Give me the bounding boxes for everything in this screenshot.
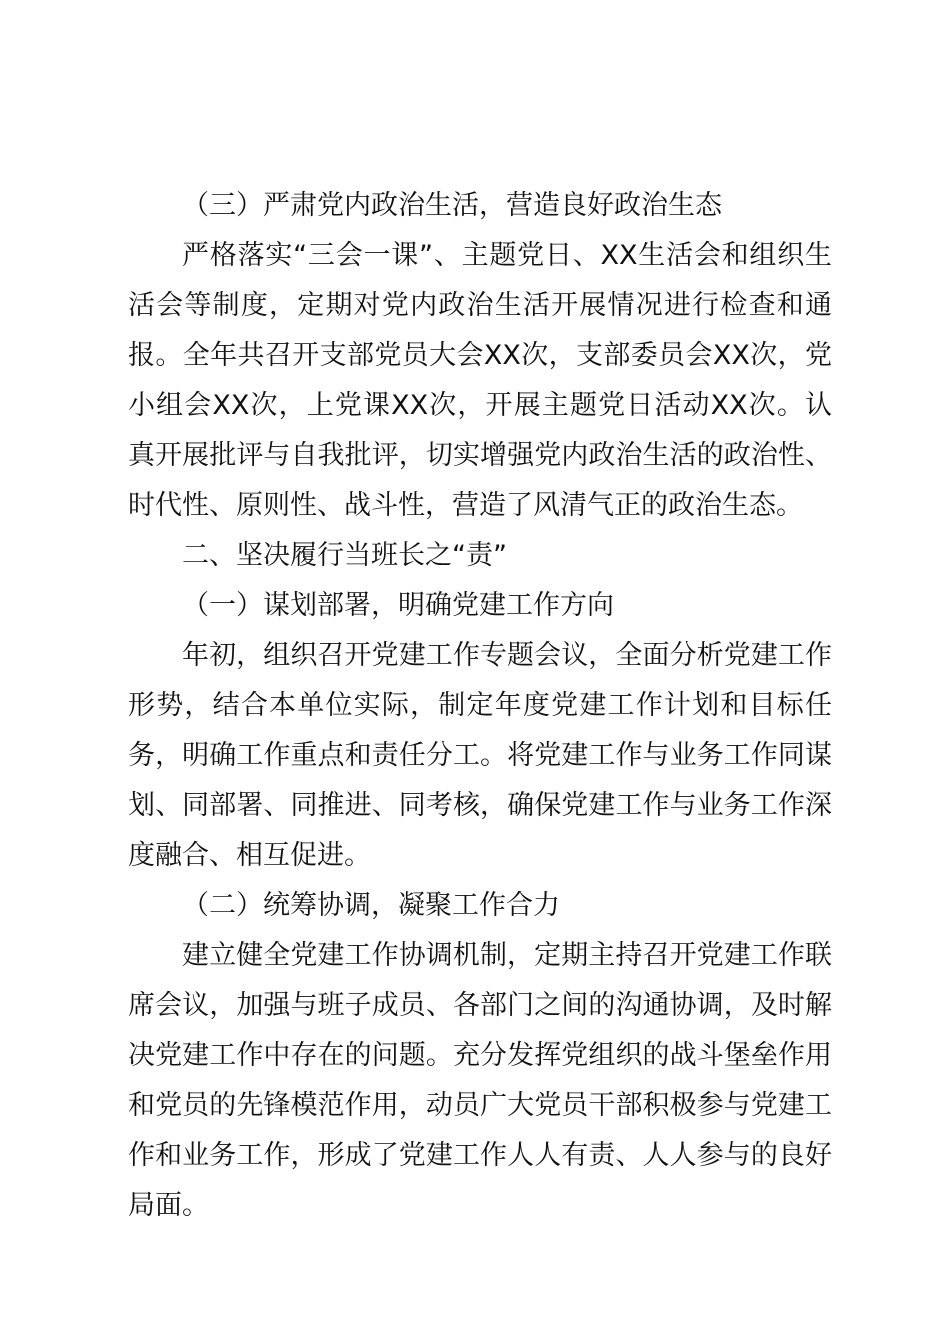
body-paragraph: 严格落实“三会一课”、主题党日、XX生活会和组织生活会等制度，定期对党内政治生活开展情况进行检查和通报。全年共召开支部党员大会XX次，支部委员会XX次，党小组会XX次，上党课XX次，开展主题党日活动XX次。认真开展批评与自我批评，切实增强党内政治生活的政治性、时代性、原则性、战斗性，营造了风清气正的政治生态。 bbox=[128, 240, 832, 521]
chapter-heading-2: 二、坚决履行当班长之“责” bbox=[182, 540, 507, 571]
section-heading-3: （三）严肃党内政治生活，营造良好政治生态 bbox=[182, 190, 722, 221]
body-paragraph: 年初，组织召开党建工作专题会议，全面分析党建工作形势，结合本单位实际，制定年度党建工作计划和目标任务，明确工作重点和责任分工。将党建工作与业务工作同谋划、同部署、同推进、同考核，确保党建工作与业务工作深度融合、相互促进。 bbox=[128, 640, 832, 871]
document-body bbox=[128, 181, 832, 1231]
section-heading-2: （二）统筹协调，凝聚工作合力 bbox=[182, 890, 560, 921]
section-heading-1: （一）谋划部署，明确党建工作方向 bbox=[182, 590, 614, 621]
body-paragraph: 建立健全党建工作协调机制，定期主持召开党建工作联席会议，加强与班子成员、各部门之间的沟通协调，及时解决党建工作中存在的问题。充分发挥党组织的战斗堡垒作用和党员的先锋模范作用，动员广大党员干部积极参与党建工作和业务工作，形成了党建工作人人有责、人人参与的良好局面。 bbox=[128, 940, 832, 1221]
